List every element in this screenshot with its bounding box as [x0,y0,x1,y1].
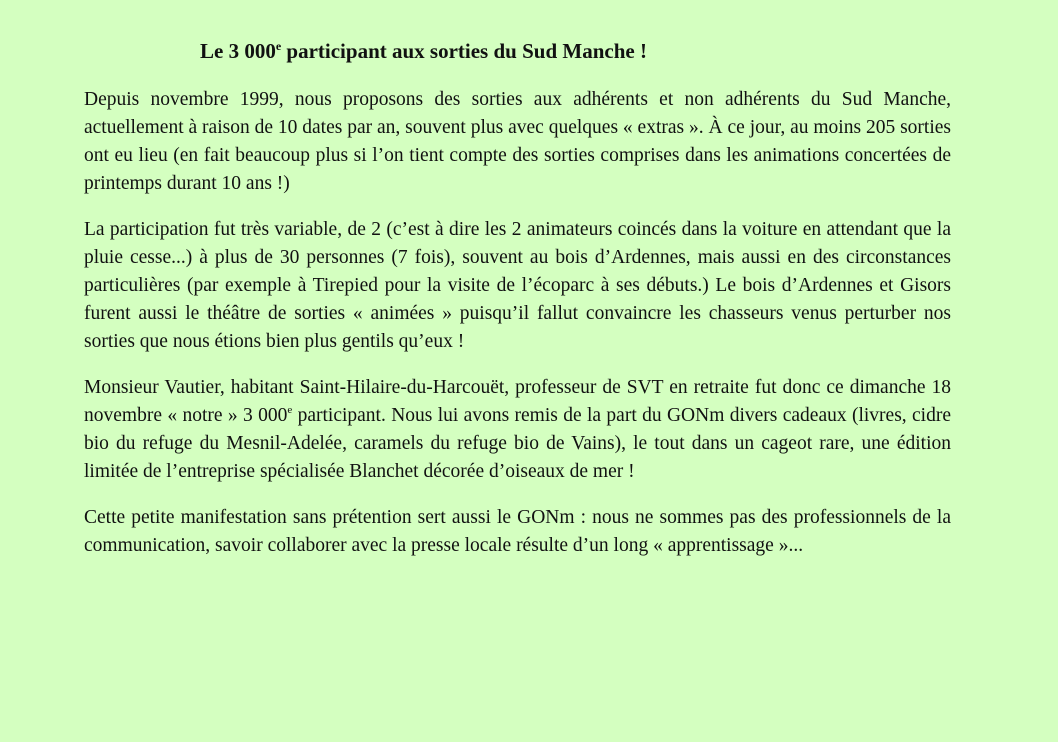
paragraph-vautier [84,374,951,486]
paragraph-participation: La participation fut très variable, de 2 (c’est à dire les 2 animateurs coincés dans la voiture en attendant que la pluie cesse...) à plus de 30 personnes (7 fois), souvent au bois d’Ardennes, mais aussi en des circonstances particulières (par exemple à Tirepied pour la visite de l’écoparc à ses débuts.) Le bois d’Ardennes et Gisors furent aussi le théâtre de sorties « animées » puisqu’il fallut convaincre les chasseurs venus perturber nos sorties que nous étions bien plus gentils qu’eux ! [84,219,951,352]
article-body [84,86,951,578]
paragraph-intro: Depuis novembre 1999, nous proposons des sorties aux adhérents et non adhérents du Sud Manche, actuellement à raison de 10 dates par an, souvent plus avec quelques « extras ». À ce jour, au moins 205 sorties ont eu lieu (en fait beaucoup plus si l’on tient compte des sorties comprises dans les animations concertées de printemps durant 10 ans !) [84,89,951,194]
paragraph-vautier-start: Monsieur Vautier, habitant Saint-Hilaire-du-Harcouët, professeur de SVT en retraite fut donc ce dimanche 18 novembre « notre » 3 000 [84,377,951,426]
paragraph-vautier-end: participant. Nous lui avons remis de la part du GONm divers cadeaux (livres, cidre bio du refuge du Mesnil-Adelée, caramels du refuge bio de Vains), le tout dans un cageot rare, une édition limitée de l’entreprise spécialisée Blanchet décorée d’oiseaux de mer ! [84,405,951,482]
title-ordinal-superscript: e [275,39,282,53]
title-text-start: Le 3 000 [200,39,276,63]
title-text-end: participant aux sorties du Sud Manche ! [281,39,647,63]
ordinal-superscript: e [287,404,293,416]
article-title [200,36,800,66]
paragraph-conclusion: Cette petite manifestation sans prétention sert aussi le GONm : nous ne sommes pas des professionnels de la communication, savoir collaborer avec la presse locale résulte d’un long « apprentissage »... [84,507,951,556]
